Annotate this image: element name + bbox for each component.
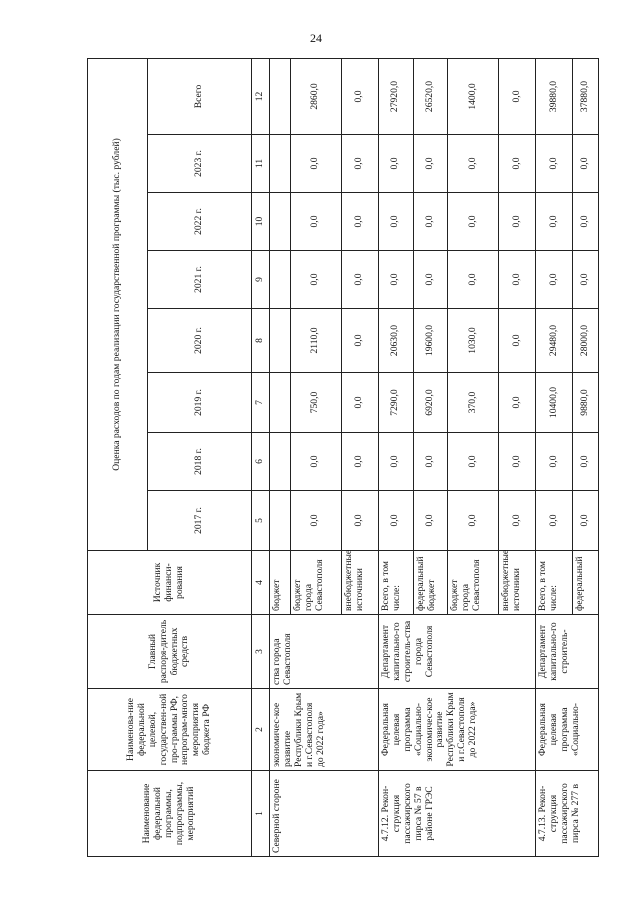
value-cell: 37880,0 xyxy=(573,58,599,134)
value-cell: 0,0 xyxy=(448,193,499,251)
value-cell: 0,0 xyxy=(341,491,378,551)
header-manager: Главный распоря-дитель бюджетных средств xyxy=(88,615,252,689)
value-cell: 0,0 xyxy=(499,251,536,309)
index-row xyxy=(252,58,270,856)
value-cell: 0,0 xyxy=(448,433,499,491)
value-cell: 0,0 xyxy=(536,251,573,309)
header-name: Наименование федеральной программы, подпрограммы, мероприятий xyxy=(88,771,252,857)
value-cell: 19600,0 xyxy=(413,309,448,373)
value-cell: 20630,0 xyxy=(378,309,413,373)
value-cell: 0,0 xyxy=(413,491,448,551)
source-cell: федеральный бюджет xyxy=(413,551,448,615)
value-cell: 0,0 xyxy=(413,251,448,309)
value-cell: 0,0 xyxy=(341,58,378,134)
measure-name: 4.7.12. Рекон-струкция пассажирского пирса № 57 в районе ГРЭС xyxy=(378,771,536,857)
source-cell: бюджет xyxy=(270,551,291,615)
value-cell xyxy=(270,309,291,373)
value-cell: 29480,0 xyxy=(536,309,573,373)
index-cell: 4 xyxy=(252,551,270,615)
value-cell: 26520,0 xyxy=(413,58,448,134)
value-cell: 27920,0 xyxy=(378,58,413,134)
value-cell: 0,0 xyxy=(290,135,341,193)
value-cell: 0,0 xyxy=(499,373,536,433)
value-cell: 9880,0 xyxy=(573,373,599,433)
rotated-table-wrapper xyxy=(87,59,599,857)
index-cell: 12 xyxy=(252,58,270,134)
fed-program-cell: экономичес-кое развитие Республики Крым и г.Севастополя до 2022 года» xyxy=(270,689,379,771)
value-cell: 0,0 xyxy=(536,193,573,251)
value-cell: 0,0 xyxy=(378,193,413,251)
value-cell: 0,0 xyxy=(413,433,448,491)
table-row xyxy=(270,58,291,856)
value-cell: 2110,0 xyxy=(290,309,341,373)
value-cell xyxy=(270,193,291,251)
source-cell: бюджет города Севастополя xyxy=(290,551,341,615)
header-year-2022: 2022 г. xyxy=(148,193,252,251)
index-cell: 9 xyxy=(252,251,270,309)
budget-table xyxy=(87,58,599,857)
value-cell: 0,0 xyxy=(341,193,378,251)
value-cell: 0,0 xyxy=(290,251,341,309)
value-cell: 0,0 xyxy=(536,433,573,491)
index-cell: 3 xyxy=(252,615,270,689)
page-number: 24 xyxy=(310,31,322,45)
value-cell: 0,0 xyxy=(341,251,378,309)
value-cell: 0,0 xyxy=(413,193,448,251)
index-cell: 6 xyxy=(252,433,270,491)
value-cell: 0,0 xyxy=(499,309,536,373)
manager-cell: Департамент капитально-го строитель- xyxy=(536,615,599,689)
value-cell: 0,0 xyxy=(290,193,341,251)
value-cell: 0,0 xyxy=(378,491,413,551)
source-cell: внебюджетные источники xyxy=(499,551,536,615)
value-cell: 0,0 xyxy=(448,251,499,309)
rotated-table-container xyxy=(87,59,599,857)
value-cell: 0,0 xyxy=(448,491,499,551)
value-cell xyxy=(270,58,291,134)
fed-program-cell: Федеральная целевая программа «Социально- xyxy=(536,689,599,771)
value-cell: 1400,0 xyxy=(448,58,499,134)
source-cell: Всего, в том числе: xyxy=(378,551,413,615)
manager-cell: Департамент капитально-го строитель-ства города Севастополя xyxy=(378,615,536,689)
value-cell: 0,0 xyxy=(378,251,413,309)
index-cell: 5 xyxy=(252,491,270,551)
source-cell: федеральный xyxy=(573,551,599,615)
index-cell: 8 xyxy=(252,309,270,373)
value-cell xyxy=(270,251,291,309)
index-cell: 2 xyxy=(252,689,270,771)
fed-program-cell: Федеральная целевая программа «Социально-экономичес-кое развитие Республики Крым и г.Севастополя до 2022 года» xyxy=(378,689,536,771)
header-year-2019: 2019 г. xyxy=(148,373,252,433)
value-cell: 0,0 xyxy=(573,135,599,193)
value-cell: 0,0 xyxy=(499,135,536,193)
value-cell: 0,0 xyxy=(413,135,448,193)
value-cell: 7290,0 xyxy=(378,373,413,433)
value-cell: 0,0 xyxy=(341,309,378,373)
header-row-1 xyxy=(88,58,148,856)
table-row xyxy=(536,58,573,856)
index-cell: 7 xyxy=(252,373,270,433)
value-cell: 0,0 xyxy=(573,193,599,251)
manager-cell: ства города Севастополя xyxy=(270,615,379,689)
value-cell: 28000,0 xyxy=(573,309,599,373)
header-source: Источник финанси-рования xyxy=(88,551,252,615)
value-cell: 0,0 xyxy=(573,491,599,551)
header-total: Всего xyxy=(148,58,252,134)
header-year-2023: 2023 г. xyxy=(148,135,252,193)
value-cell: 2860,0 xyxy=(290,58,341,134)
header-year-2020: 2020 г. xyxy=(148,309,252,373)
value-cell xyxy=(270,433,291,491)
value-cell: 0,0 xyxy=(378,135,413,193)
value-cell: 0,0 xyxy=(448,135,499,193)
value-cell: 0,0 xyxy=(499,58,536,134)
value-cell: 0,0 xyxy=(536,135,573,193)
header-year-2021: 2021 г. xyxy=(148,251,252,309)
source-cell: бюджет города Севастополя xyxy=(448,551,499,615)
measure-name: 4.7.13. Рекон-струкция пассажирского пирса № 277 в xyxy=(536,771,599,857)
value-cell: 370,0 xyxy=(448,373,499,433)
value-cell: 0,0 xyxy=(573,251,599,309)
header-fed-program: Наименова-ние федеральной целевой, государствен-ной про-граммы РФ, непрограм-много мероприятия бюджета РФ xyxy=(88,689,252,771)
header-year-2017: 2017 г. xyxy=(148,491,252,551)
value-cell: 750,0 xyxy=(290,373,341,433)
header-year-2018: 2018 г. xyxy=(148,433,252,491)
table-row xyxy=(378,58,413,856)
header-estimate: Оценка расходов по годам реализации государственной программы (тыс. рублей) xyxy=(88,58,148,550)
value-cell: 1030,0 xyxy=(448,309,499,373)
index-cell: 10 xyxy=(252,193,270,251)
value-cell: 0,0 xyxy=(341,135,378,193)
value-cell: 0,0 xyxy=(290,491,341,551)
value-cell: 0,0 xyxy=(290,433,341,491)
value-cell: 0,0 xyxy=(573,433,599,491)
value-cell: 10400,0 xyxy=(536,373,573,433)
value-cell: 0,0 xyxy=(499,491,536,551)
value-cell: 0,0 xyxy=(536,491,573,551)
value-cell: 0,0 xyxy=(341,433,378,491)
value-cell: 0,0 xyxy=(378,433,413,491)
value-cell xyxy=(270,373,291,433)
index-cell: 1 xyxy=(252,771,270,857)
source-cell: внебюджетные источники xyxy=(341,551,378,615)
value-cell: 0,0 xyxy=(341,373,378,433)
value-cell: 0,0 xyxy=(499,193,536,251)
measure-name: Северной стороне xyxy=(270,771,379,857)
value-cell xyxy=(270,135,291,193)
value-cell: 6920,0 xyxy=(413,373,448,433)
source-cell: Всего, в том числе: xyxy=(536,551,573,615)
value-cell: 0,0 xyxy=(499,433,536,491)
index-cell: 11 xyxy=(252,135,270,193)
value-cell xyxy=(270,491,291,551)
value-cell: 39880,0 xyxy=(536,58,573,134)
